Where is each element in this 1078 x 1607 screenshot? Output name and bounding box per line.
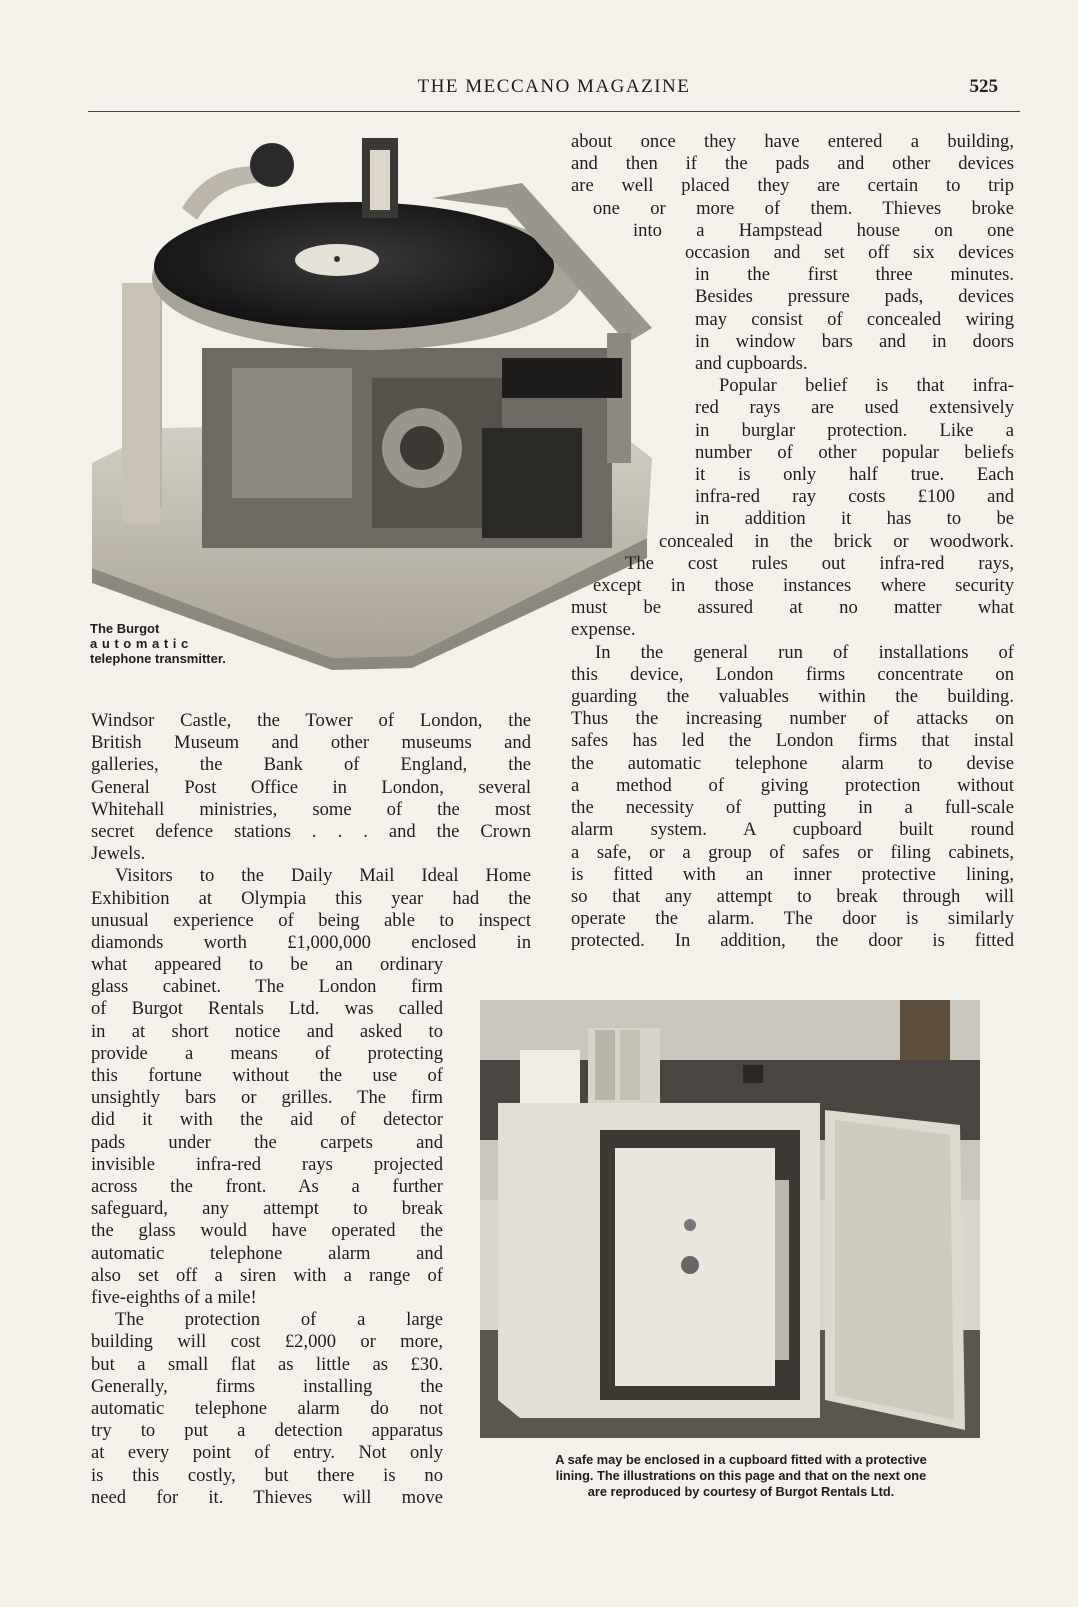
text-line: did it with the aid of detector (91, 1109, 443, 1131)
left-column-narrow-text (91, 954, 443, 1509)
text-line: concealed in the brick or woodwork. (659, 530, 1014, 552)
text-line: into a Hampstead house on one (633, 219, 1014, 241)
text-line: must be assured at no matter what (571, 597, 1014, 619)
text-line: of Burgot Rentals Ltd. was called (91, 998, 443, 1020)
text-line: Thus the increasing number of attacks on (571, 708, 1014, 730)
text-line: a safe, or a group of safes or filing cabinets, (571, 841, 1014, 863)
text-line: the automatic telephone alarm to devise (571, 752, 1014, 774)
safe-caption (476, 1452, 1006, 1500)
magazine-title: THE MECCANO MAGAZINE (417, 76, 691, 97)
text-line: red rays are used extensively (695, 397, 1014, 419)
text-line: this fortune without the use of (91, 1065, 443, 1087)
text-line: In the general run of installations of (595, 641, 1014, 663)
caption-line: The Burgot (90, 621, 160, 636)
text-line: except in those instances where security (593, 575, 1014, 597)
text-line: secret defence stations . . . and the Crown (91, 821, 531, 843)
text-line: the glass would have operated the (91, 1220, 443, 1242)
text-line: in at short notice and asked to (91, 1020, 443, 1042)
text-line: five-eighths of a mile! (91, 1287, 257, 1309)
text-line: Exhibition at Olympia this year had the (91, 887, 531, 909)
text-line: provide a means of protecting (91, 1042, 443, 1064)
text-line: the necessity of putting in a full-scale (571, 797, 1014, 819)
text-line: a method of giving protection without (571, 774, 1014, 796)
text-line: about once they have entered a building, (571, 131, 1014, 152)
text-line: guarding the valuables within the building. (571, 686, 1014, 708)
right-column-text (571, 131, 1014, 953)
text-line: number of other popular beliefs (695, 441, 1014, 463)
text-line: across the front. As a further (91, 1176, 443, 1198)
text-line: may consist of concealed wiring (695, 308, 1014, 330)
page-header (88, 76, 1020, 102)
caption-line: telephone transmitter. (90, 651, 226, 666)
text-line: at every point of entry. Not only (91, 1442, 443, 1464)
text-line: British Museum and other museums and (91, 732, 531, 754)
text-line: in the first three minutes. (695, 264, 1014, 286)
text-line: it is only half true. Each (695, 464, 1014, 486)
text-line: Popular belief is that infra- (719, 375, 1014, 397)
safe-illustration (480, 1000, 980, 1438)
text-line: The cost rules out infra-red rays, (625, 552, 1014, 574)
text-line: General Post Office in London, several (91, 776, 531, 798)
text-line: so that any attempt to break through will (571, 885, 1014, 907)
page-number: 525 (969, 76, 998, 97)
text-line: but a small flat as little as £30. (91, 1353, 443, 1375)
text-line: infra-red ray costs £100 and (695, 486, 1014, 508)
text-line: Jewels. (91, 843, 146, 865)
text-line: The protection of a large (115, 1309, 443, 1331)
text-line: Besides pressure pads, devices (695, 286, 1014, 308)
text-line: safes has led the London firms that instal (571, 730, 1014, 752)
text-line: safeguard, any attempt to break (91, 1198, 443, 1220)
text-line: also set off a siren with a range of (91, 1264, 443, 1286)
text-line: and cupboards. (695, 353, 808, 375)
text-line: unusual experience of being able to inspect (91, 909, 531, 931)
text-line: Whitehall ministries, some of the most (91, 798, 531, 820)
text-line: protected. In addition, the door is fitted (571, 930, 1014, 952)
text-line: galleries, the Bank of England, the (91, 754, 531, 776)
caption-line: lining. The illustrations on this page and that on the next one (555, 1468, 927, 1483)
text-line: unsightly bars or grilles. The firm (91, 1087, 443, 1109)
text-line: is fitted with an inner protective lining, (571, 863, 1014, 885)
caption-line: A safe may be enclosed in a cupboard fitted with a protective (555, 1452, 927, 1467)
text-line: in burglar protection. Like a (695, 419, 1014, 441)
text-line: automatic telephone alarm and (91, 1242, 443, 1264)
text-line: in window bars and in doors (695, 330, 1014, 352)
text-line: expense. (571, 619, 636, 641)
caption-line: automatic (90, 636, 193, 651)
text-line: what appeared to be an ordinary (91, 954, 443, 975)
text-line: try to put a detection apparatus (91, 1420, 443, 1442)
text-line: operate the alarm. The door is similarly (571, 908, 1014, 930)
text-line: are well placed they are certain to trip (571, 175, 1014, 197)
text-line: one or more of them. Thieves broke (593, 197, 1014, 219)
text-line: pads under the carpets and (91, 1131, 443, 1153)
text-line: Visitors to the Daily Mail Ideal Home (115, 865, 531, 887)
transmitter-caption (90, 621, 290, 666)
safe-photo (480, 1000, 980, 1438)
text-line: need for it. Thieves will move (91, 1486, 443, 1508)
text-line: Generally, firms installing the (91, 1375, 443, 1397)
text-line: is this costly, but there is no (91, 1464, 443, 1486)
text-line: Windsor Castle, the Tower of London, the (91, 710, 531, 731)
text-line: building will cost £2,000 or more, (91, 1331, 443, 1353)
text-line: automatic telephone alarm do not (91, 1398, 443, 1420)
left-column-text (91, 710, 531, 954)
text-line: invisible infra-red rays projected (91, 1153, 443, 1175)
text-line: occasion and set off six devices (685, 242, 1014, 264)
text-line: this device, London firms concentrate on (571, 663, 1014, 685)
text-line: glass cabinet. The London firm (91, 976, 443, 998)
text-line: diamonds worth £1,000,000 enclosed in (91, 932, 531, 954)
text-line: and then if the pads and other devices (571, 153, 1014, 175)
header-rule (88, 111, 1020, 112)
caption-line: are reproduced by courtesy of Burgot Rentals Ltd. (587, 1484, 895, 1499)
text-line: in addition it has to be (695, 508, 1014, 530)
text-line: alarm system. A cupboard built round (571, 819, 1014, 841)
